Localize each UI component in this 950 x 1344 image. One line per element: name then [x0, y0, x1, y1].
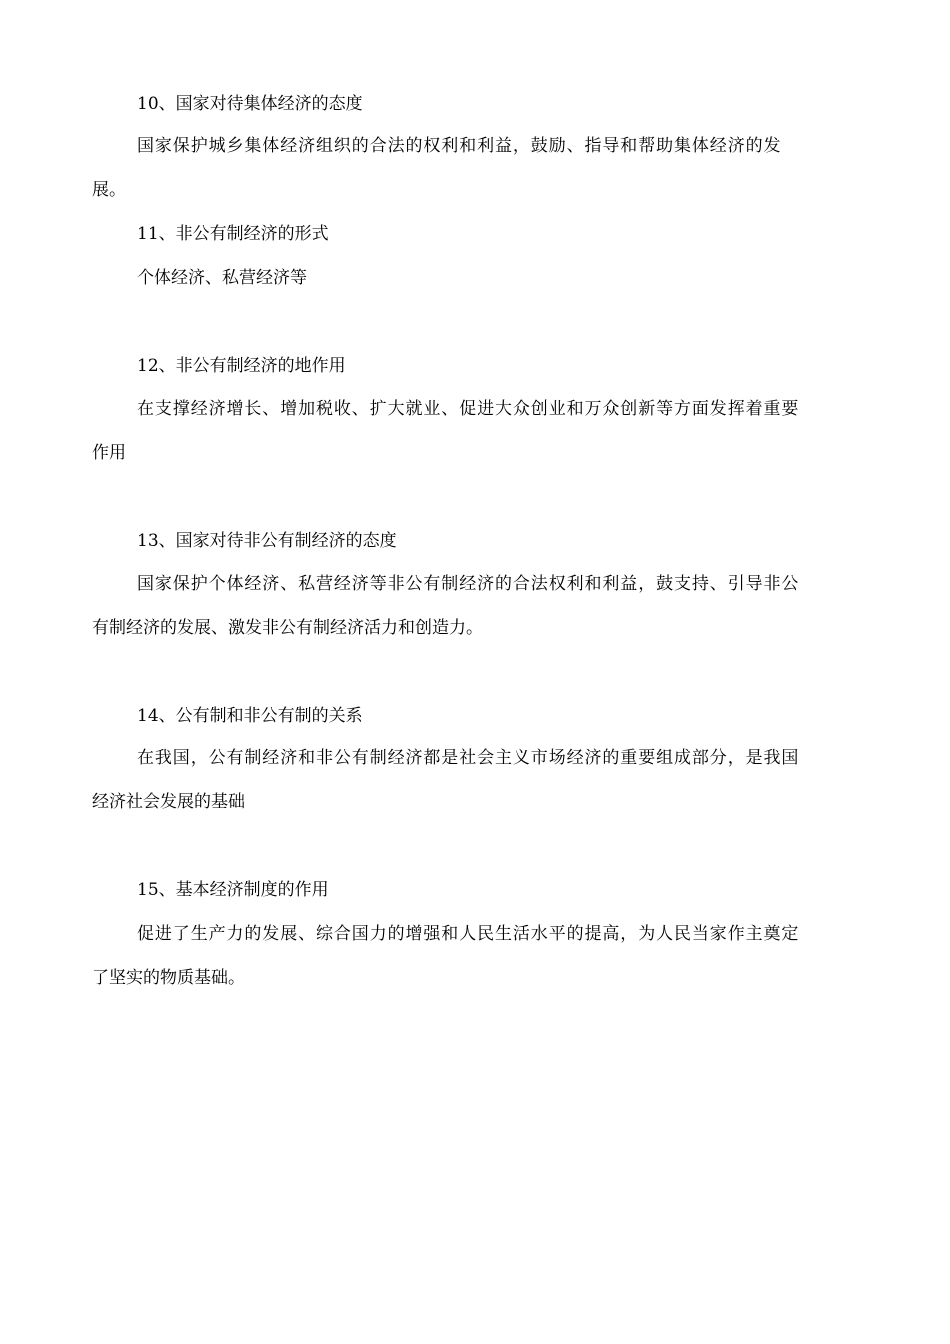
section-11-heading: 11、非公有制经济的形式	[137, 224, 329, 244]
section-12-body-line-2: 作用	[92, 443, 126, 463]
section-14-heading: 14、公有制和非公有制的关系	[137, 706, 363, 726]
section-11-body-line-1: 个体经济、私营经济等	[137, 268, 307, 288]
section-10-heading: 10、国家对待集体经济的态度	[137, 94, 363, 114]
section-14-body-line-2: 经济社会发展的基础	[92, 792, 245, 812]
section-13-body-line-1: 国家保护个体经济、私营经济等非公有制经济的合法权利和利益，鼓支持、引导非公	[137, 574, 800, 594]
section-15-heading: 15、基本经济制度的作用	[137, 880, 329, 900]
section-13-body-line-2: 有制经济的发展、激发非公有制经济活力和创造力。	[92, 618, 483, 638]
section-10-body-line-2: 展。	[92, 180, 126, 200]
section-13-heading: 13、国家对待非公有制经济的态度	[137, 531, 397, 551]
section-14-body-line-1: 在我国，公有制经济和非公有制经济都是社会主义市场经济的重要组成部分，是我国	[137, 748, 800, 768]
section-15-body-line-1: 促进了生产力的发展、综合国力的增强和人民生活水平的提高，为人民当家作主奠定	[137, 924, 800, 944]
section-12-body-line-1: 在支撑经济增长、增加税收、扩大就业、促进大众创业和万众创新等方面发挥着重要	[137, 399, 800, 419]
section-10-body-line-1: 国家保护城乡集体经济组织的合法的权利和利益，鼓励、指导和帮助集体经济的发	[137, 136, 782, 156]
section-12-heading: 12、非公有制经济的地作用	[137, 356, 346, 376]
section-15-body-line-2: 了坚实的物质基础。	[92, 968, 245, 988]
